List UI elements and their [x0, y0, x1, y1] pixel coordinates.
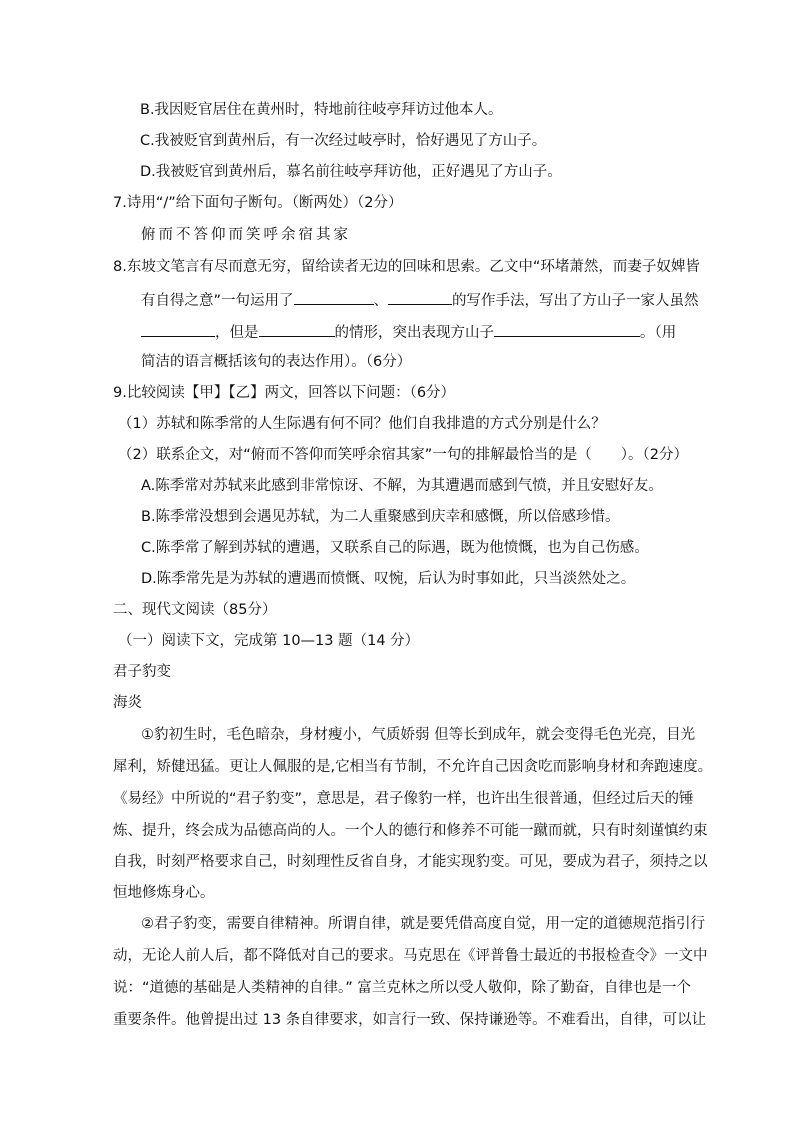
q7-prompt: 7.诗用“/”给下面句子断句。（断两处）（2分） [113, 195, 403, 211]
q8-text: 的写作手法，写出了方山子一家人虽然 [452, 293, 699, 309]
q9-option-b: B.陈季常没想到会遇见苏轼，为二人重聚感到庆幸和感慨，所以倍感珍惜。 [141, 509, 620, 525]
q8-text: ，但是 [215, 325, 259, 341]
q8-text: 有自得之意”一句运用了 [141, 293, 294, 309]
q8-line-3 [141, 321, 676, 343]
paragraph-1-line: 炼、提升，终会成为品德高尚的人。一个人的德行和修养不可能一蹴而就，只有时刻谨慎约束 [113, 823, 708, 839]
q7-sentence: 俯而不答仰而笑呼余宿其家 [141, 227, 351, 243]
q9-sub-2: （2）联系企文，对“俯而不答仰而笑呼余宿其家”一句的排解最恰当的是（ ）。（2分） [118, 447, 688, 463]
q6-option-b: B.我因贬官居住在黄州时，特地前往岐亭拜访过他本人。 [140, 102, 503, 118]
answer-blank[interactable] [141, 321, 215, 337]
q8-line-1: 8.东坡文笔言有尽而意无穷，留给读者无边的回味和思索。乙文中“环堵萧然，而妻子奴婢皆 [113, 259, 700, 275]
q8-line-4: 简洁的语言概括该句的表达作用）。（6分） [141, 354, 412, 370]
paragraph-2-line: 说：“道德的基础是人类精神的自律。” 富兰克林之所以受人敬仰，除了勤奋，自律也是一个 [113, 980, 691, 996]
answer-blank[interactable] [494, 321, 640, 337]
paragraph-1-line: 自我，时刻严格要求自己，时刻理性反省自身，才能实现豹变。可见，要成为君子，须持之以 [113, 854, 708, 870]
q6-option-c: C.我被贬官到黄州后，有一次经过岐亭时，恰好遇见了方山子。 [140, 133, 547, 149]
paragraph-2-line: 重要条件。他曾提出过 13 条自律要求，如言行一致、保持谦逊等。不难看出，自律，可以让 [113, 1012, 707, 1028]
q8-text: 的情形，突出表现方山子 [334, 325, 494, 341]
article-title: 君子豹变 [113, 664, 171, 680]
q8-text: 、 [373, 293, 389, 309]
answer-blank[interactable] [388, 289, 452, 305]
paragraph-1-line: 《易经》中所说的“君子豹变”，意思是，君子像豹一样，也许出生很普通，但经过后天的锤 [113, 791, 694, 807]
paragraph-1-line: 恒地修炼身心。 [113, 885, 215, 901]
q6-option-d: D.我被贬官到黄州后，慕名前往岐亭拜访他，正好遇见了方山子。 [140, 164, 562, 180]
article-author: 海炎 [113, 695, 142, 711]
q9-option-d: D.陈季常先是为苏轼的遭遇而愤慨、叹惋，后认为时事如此，只当淡然处之。 [141, 571, 636, 587]
paragraph-2-line: 动，无论人前人后，都不降低对自己的要求。马克思在《评普鲁士最近的书报检查令》一文中 [113, 948, 708, 964]
paragraph-1-line: 犀利，矫健迅猛。更让人佩服的是,它相当有节制，不允许自己因贪吃而影响身材和奔跑速度。 [113, 759, 713, 775]
q9-prompt: 9.比较阅读【甲】【乙】两文，回答以下问题：（6分） [113, 385, 456, 401]
answer-blank[interactable] [259, 321, 335, 337]
q8-line-2 [141, 289, 699, 311]
q9-option-a: A.陈季常对苏轼来此感到非常惊讶、不解，为其遭遇而感到气愤，并且安慰好友。 [141, 478, 663, 494]
paragraph-1-line: ①豹初生时，毛色暗杂，身材瘦小，气质娇弱 但等长到成年，就会变得毛色光亮，目光 [141, 727, 696, 743]
section-heading: 二、现代文阅读（85分） [113, 602, 277, 618]
section-sub-heading: （一）阅读下文，完成第 10—13 题（14 分） [118, 633, 420, 649]
q8-text: 。（用 [640, 325, 677, 341]
q9-sub-1: （1）苏轼和陈季常的人生际遇有何不同？他们自我排遣的方式分别是什么？ [118, 416, 606, 432]
paragraph-2-line: ②君子豹变，需要自律精神。所谓自律，就是要凭借高度自觉，用一定的道德规范指引行 [141, 916, 705, 932]
q9-option-c: C.陈季常了解到苏轼的遭遇，又联系自己的际遇，既为他愤慨，也为自己伤感。 [141, 540, 649, 556]
answer-blank[interactable] [294, 289, 374, 305]
